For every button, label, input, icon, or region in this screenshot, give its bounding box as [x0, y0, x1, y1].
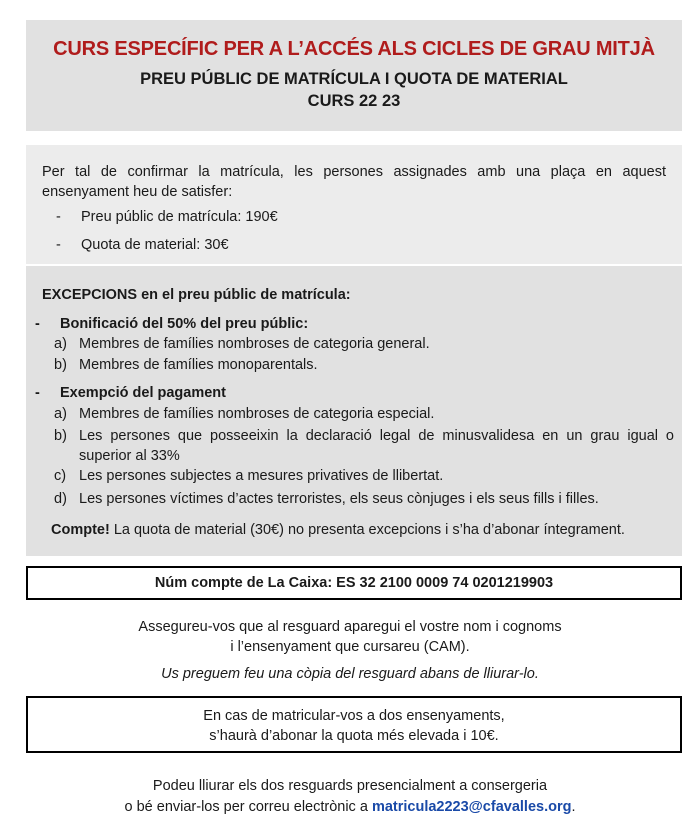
list-item — [54, 466, 674, 486]
list-item-text: Les persones subjectes a mesures privatives de llibertat. — [79, 468, 444, 484]
list-item-label: a) — [54, 336, 67, 352]
bonus-title: Bonificació del 50% del preu públic: — [60, 316, 309, 332]
material-note — [51, 522, 625, 538]
header-box — [26, 20, 682, 131]
delivery-prefix: o bé enviar-los per correu electrònic a — [124, 799, 372, 815]
list-item — [54, 489, 674, 509]
list-item-text: Membres de famílies monoparentals. — [79, 357, 318, 373]
document-title: CURS ESPECÍFIC PER A L’ACCÉS ALS CICLES DE GRAU MITJÀ — [53, 38, 655, 60]
list-item — [54, 426, 674, 466]
copy-note: Us preguem feu una còpia del resguard abans de lliurar-lo. — [161, 666, 539, 682]
exceptions-box — [26, 266, 682, 556]
exemption-title: Exempció del pagament — [60, 385, 226, 401]
list-item-text: Membres de famílies nombroses de categoria especial. — [79, 406, 435, 422]
bonus-heading: - Bonificació del 50% del preu públic: — [35, 316, 309, 332]
intro-box — [26, 145, 682, 264]
list-item-text: Les persones víctimes d’actes terroristes, els seus cònjuges i els seus fills i filles. — [79, 491, 599, 507]
intro-text: Per tal de confirmar la matrícula, les persones assignades amb una plaça en aquest ensenyament heu de satisfer: — [42, 164, 666, 200]
intro-item-label: Preu públic de matrícula: 190€ — [81, 209, 278, 225]
list-item-label: b) — [54, 428, 67, 444]
exceptions-heading: EXCEPCIONS en el preu públic de matrícula: — [42, 287, 351, 303]
double-enrollment-box — [26, 696, 682, 753]
list-item — [54, 334, 674, 354]
intro-item-material: - Quota de material: 30€ — [56, 237, 229, 253]
list-item-label: a) — [54, 406, 67, 422]
delivery-suffix: . — [571, 799, 576, 815]
account-box — [26, 566, 682, 600]
list-item-label: d) — [54, 491, 67, 507]
list-item — [54, 355, 674, 375]
delivery-line-2 — [0, 797, 700, 817]
account-number: Núm compte de La Caixa: ES 32 2100 0009 74 0201219903 — [154, 575, 554, 591]
note-warning-label: Compte! — [51, 522, 110, 538]
document-subtitle: PREU PÚBLIC DE MATRÍCULA I QUOTA DE MATERIAL — [140, 70, 568, 88]
note-text: La quota de material (30€) no presenta excepcions i s’ha d’abonar íntegrament. — [109, 522, 625, 538]
double-line-2: s’haurà d’abonar la quota més elevada i 10€. — [209, 728, 499, 744]
list-item-label: c) — [54, 468, 67, 484]
intro-item-label: Quota de material: 30€ — [81, 237, 229, 253]
course-year: CURS 22 23 — [307, 92, 401, 110]
list-item-text: Les persones que posseeixin la declaració legal de minusvalidesa en un grau igual o superior al 33% — [79, 428, 674, 464]
receipt-line-1: Assegureu-vos que al resguard aparegui el vostre nom i cognoms — [138, 619, 562, 635]
list-item — [54, 404, 674, 424]
receipt-line-2: i l’ensenyament que cursareu (CAM). — [230, 639, 470, 655]
double-line-1: En cas de matricular-vos a dos ensenyaments, — [203, 708, 505, 724]
email-link[interactable]: matricula2223@cfavalles.org — [371, 799, 572, 815]
list-item-text: Membres de famílies nombroses de categoria general. — [79, 336, 430, 352]
delivery-line-1: Podeu lliurar els dos resguards presencialment a consergeria — [152, 778, 548, 794]
exemption-heading: - Exempció del pagament — [35, 385, 226, 401]
intro-item-tuition: - Preu públic de matrícula: 190€ — [56, 209, 278, 225]
list-item-label: b) — [54, 357, 67, 373]
